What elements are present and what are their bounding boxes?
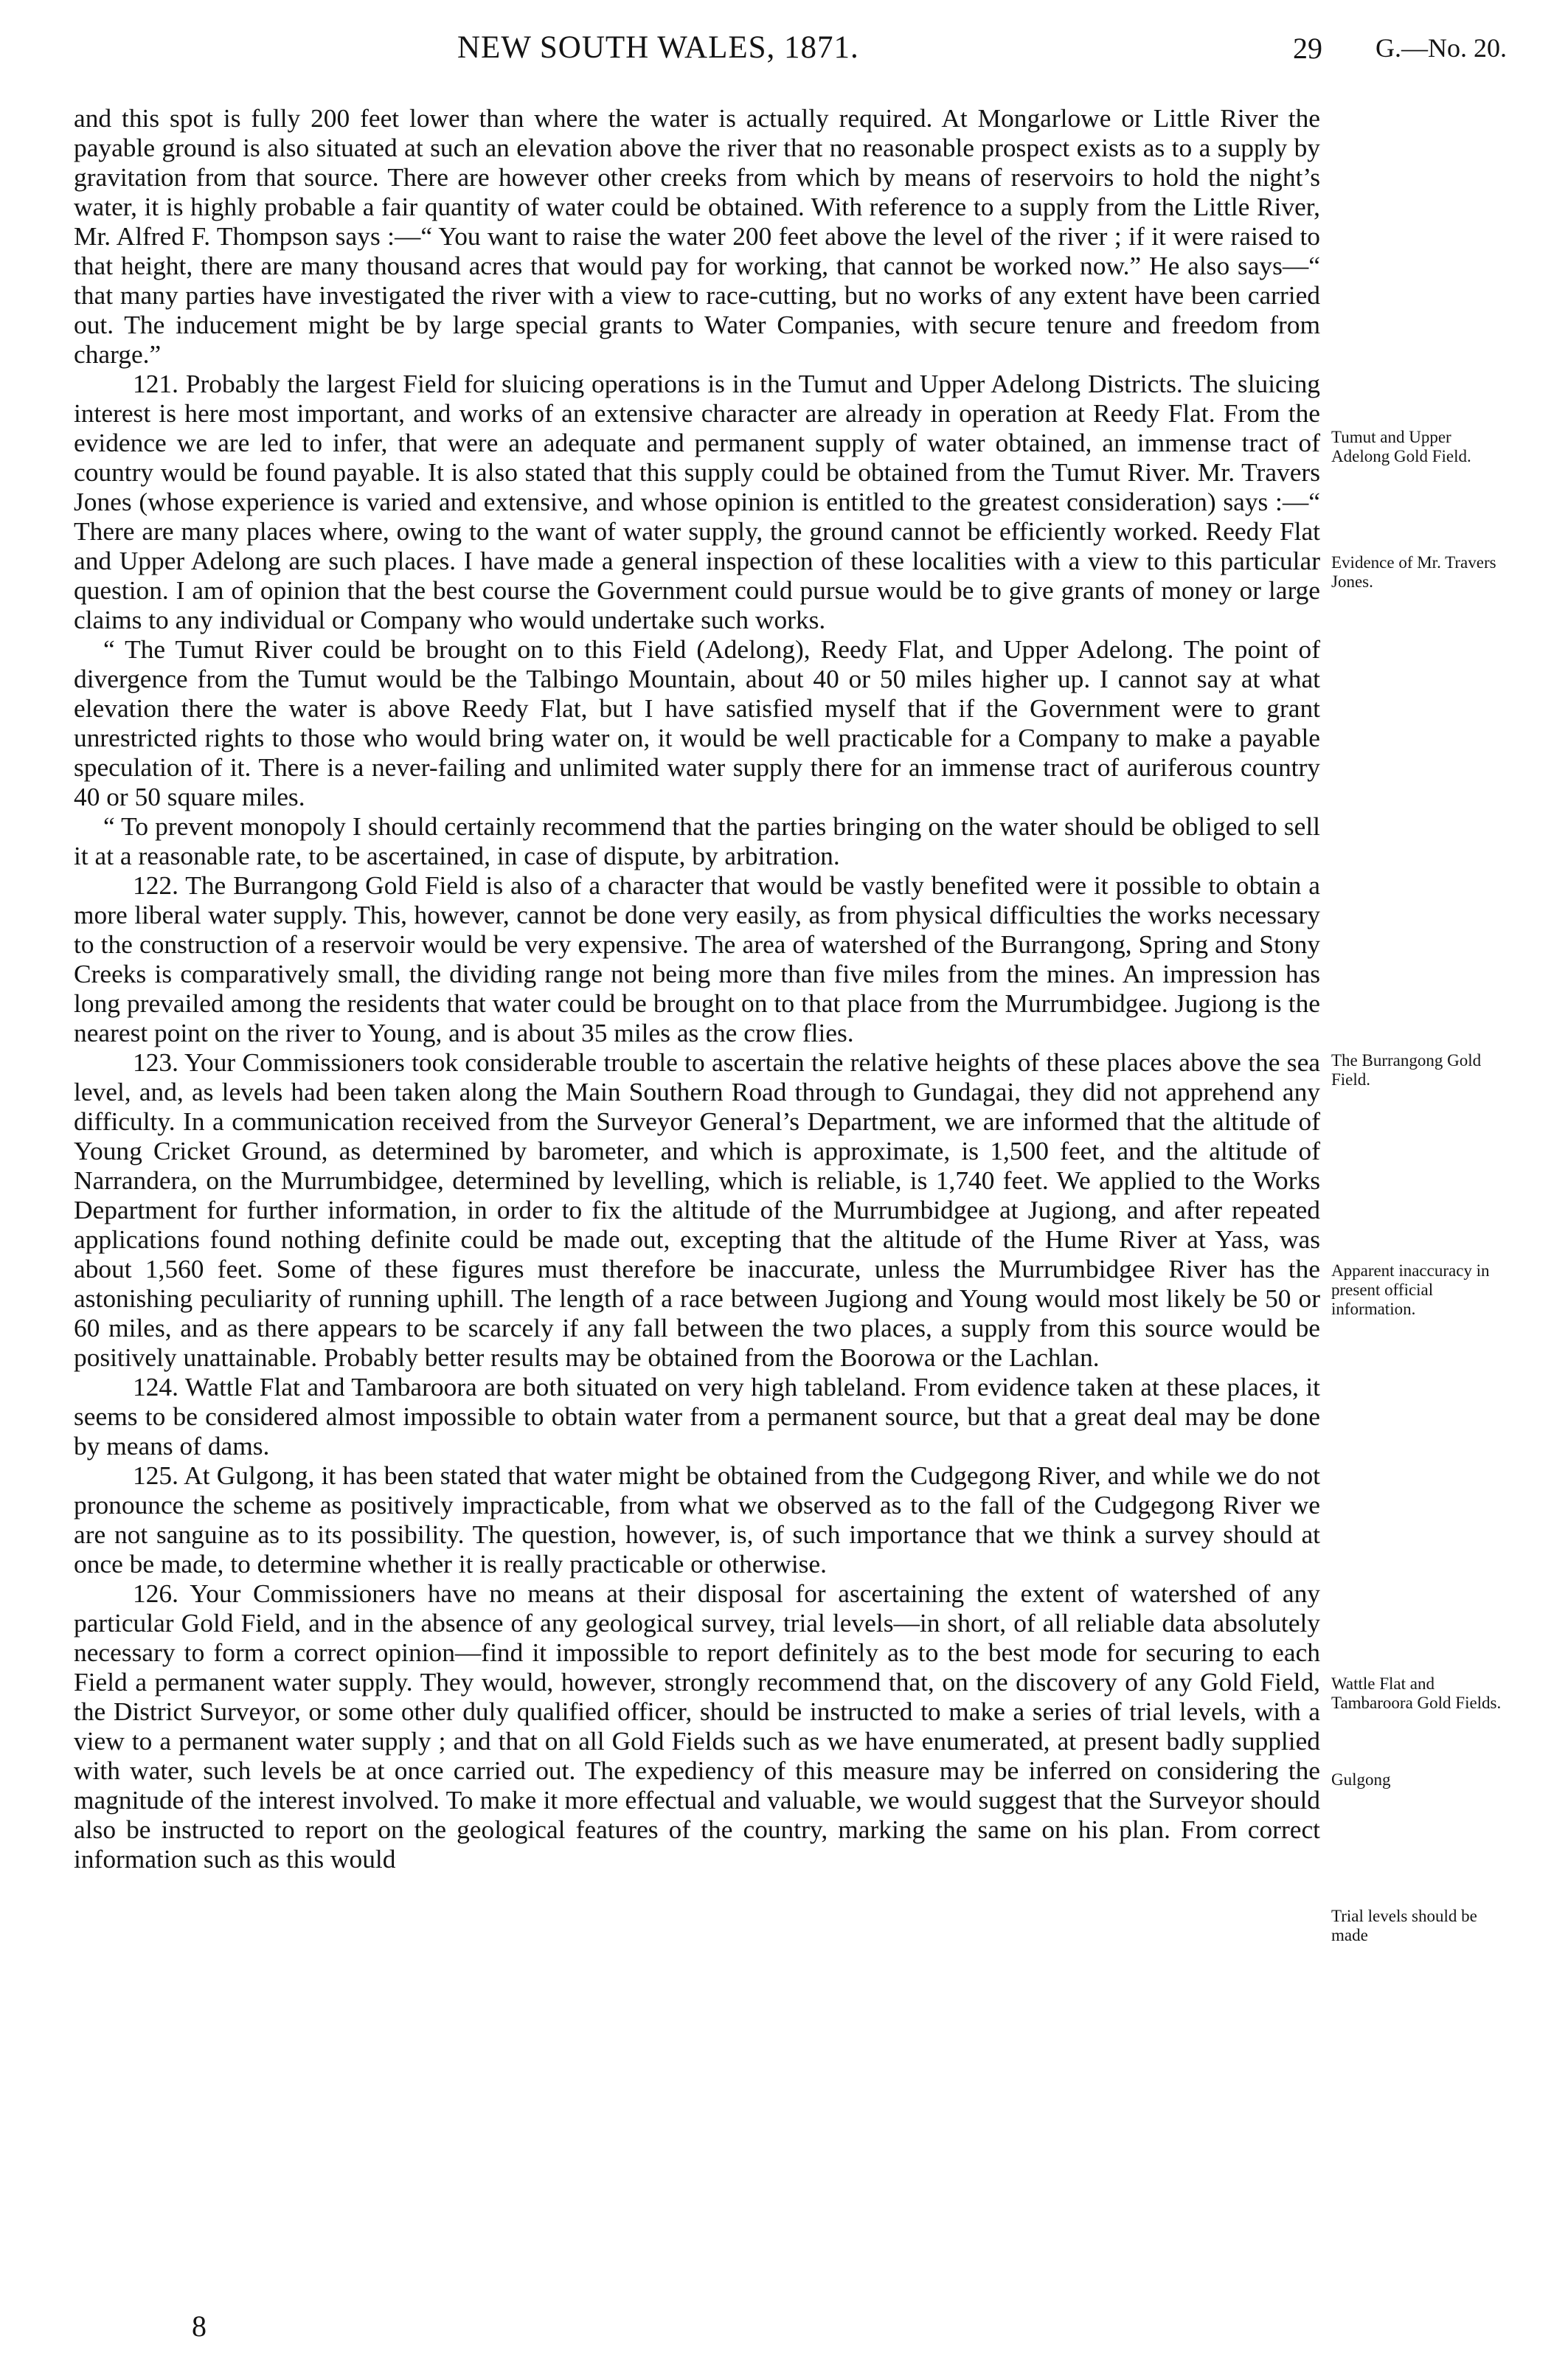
paragraph-121 xyxy=(74,369,1320,634)
paragraph-text: “ To prevent monopoly I should certainly recommend that the parties bringing on the water should be obliged to sell it at a reasonable rate, to be ascertained, in case of dispute, by arbitration. xyxy=(74,811,1320,870)
margin-note-travers-jones: Evidence of Mr. Travers Jones. xyxy=(1331,553,1496,591)
paragraph-text: Probably the largest Field for sluicing operations is in the Tumut and Upper Adelong Districts. The sluicing interest is here most important, and works of an extensive character are already in operation at Reedy Flat. From the evidence we are led to infer, that were an adequate and permanent supply of water obtained, an immense tract of country would be found payable. It is also stated that this supply could be obtained from the Tumut River. Mr. Travers Jones (whose experience is varied and extensive, and whose opinion is entitled to the greatest consideration) says :—“ There are many places where, owing to the want of water supply, the ground cannot be efficiently worked. Reedy Flat and Upper Adelong are such places. I have made a general inspection of these localities with a view to this particular question. I am of opinion that the best course the Government could pursue would be to give grants of money or large claims to any individual or Company who would undertake such works. xyxy=(74,369,1320,634)
page-header xyxy=(0,30,1568,74)
paragraph-123 xyxy=(74,1047,1320,1372)
folio-signature: 8 xyxy=(192,2310,207,2343)
paragraph-number: 125. xyxy=(133,1461,178,1490)
paragraph-text: Wattle Flat and Tambaroora are both situated on very high tableland. From evidence taken at these places, it seems to be considered almost impossible to obtain water from a permanent source, but that a great deal may be done by means of dams. xyxy=(74,1372,1320,1461)
paragraph-125 xyxy=(74,1461,1320,1579)
page-number: 29 xyxy=(1293,32,1322,65)
paragraph-text: At Gulgong, it has been stated that water might be obtained from the Cudgegong River, and while we do not pronounce the scheme as positively impracticable, from what we observed as to the fall of the Cudgegong River we are not sanguine as to its possibility. The question, however, is, of such importance that we think a survey should at once be made, to determine whether it is really practicable or otherwise. xyxy=(74,1461,1320,1579)
paragraph-text: Your Commissioners took considerable trouble to ascertain the relative heights of these places above the sea level, and, as levels had been taken along the Main Southern Road through to Gundagai, they did not apprehend any difficulty. In a communication received from the Surveyor General’s Department, we are informed that the altitude of Young Cricket Ground, as determined by barometer, and which is approximate, is 1,500 feet, and the altitude of Narrandera, on the Murrumbidgee, determined by levelling, which is reliable, is 1,740 feet. We applied to the Works Department for further information, in order to fix the altitude of the Murrumbidgee at Jugiong, and after repeated applications found nothing definite could be made out, excepting that the altitude of the Hume River at Yass, was about 1,560 feet. Some of these figures must therefore be inaccurate, unless the Murrumbidgee River has the astonishing peculiarity of running uphill. The length of a race between Jugiong and Young would most likely be 50 or 60 miles, and as there appears to be scarcely if any fall between the two places, a supply from this source would be positively unattainable. Probably better results may be obtained from the Boorowa or the Lachlan. xyxy=(74,1047,1320,1372)
margin-note-gulgong: Gulgong xyxy=(1331,1770,1391,1789)
paragraph-text: The Burrangong Gold Field is also of a character that would be vastly benefited were it possible to obtain a more liberal water supply. This, however, cannot be done very easily, as from physical difficulties the works necessary to the construction of a reservoir would be very expensive. The area of watershed of the Burrangong, Spring and Stony Creeks is comparatively small, the dividing range not being more than five miles from the mines. An impression has long prevailed among the residents that water could be brought on to that place from the Murrumbidgee. Jugiong is the nearest point on the river to Young, and is about 35 miles as the crow flies. xyxy=(74,870,1320,1047)
margin-note-wattle-flat: Wattle Flat and Tambaroora Gold Fields. xyxy=(1331,1674,1502,1712)
margin-note-tumut: Tumut and Upper Adelong Gold Field. xyxy=(1331,428,1471,465)
paragraph-text: “ The Tumut River could be brought on to this Field (Adelong), Reedy Flat, and Upper Adelong. The point of divergence from the Tumut would be the Talbingo Mountain, about 40 or 50 miles higher up. I cannot say at what elevation there the water is above Reedy Flat, but I have satisfied myself that if the Government were to grant unrestricted rights to those who would bring water on, it would be well practicable for a Company to make a payable speculation of it. There is a never-failing and unlimited water supply there for an immense tract of auriferous country 40 or 50 square miles. xyxy=(74,634,1320,811)
paragraph-quote-tumut xyxy=(74,634,1320,811)
margin-note-burrangong: The Burrangong Gold Field. xyxy=(1331,1051,1482,1089)
paragraph-number: 126. xyxy=(133,1579,178,1608)
paragraph-number: 122. xyxy=(133,870,178,900)
paragraph-124 xyxy=(74,1372,1320,1461)
paragraph-text: and this spot is fully 200 feet lower than where the water is actually required. At Mongarlowe or Little River the payable ground is also situated at such an elevation above the river that no reasonable prospect exists as to a supply by gravitation from that source. There are however other creeks from which by means of reservoirs to hold the night’s water, it is highly probable a fair quantity of water could be obtained. With reference to a supply from the Little River, Mr. Alfred F. Thompson says :—“ You want to raise the water 200 feet above the level of the river ; if it were raised to that height, there are many thousand acres that would pay for working, that cannot be worked now.” He also says—“ that many parties have investigated the river with a view to race-cutting, but no works of any extent have been carried out. The inducement might be by large special grants to Water Companies, with secure tenure and freedom from charge.” xyxy=(74,103,1320,369)
body-text xyxy=(74,103,1320,1874)
header-title: NEW SOUTH WALES, 1871. xyxy=(457,30,859,65)
paragraph-text: Your Commissioners have no means at their disposal for ascertaining the extent of watershed of any particular Gold Field, and in the absence of any geological survey, trial levels—in short, of all reliable data absolutely necessary to form a correct opinion—find it impossible to report definitely as to the best mode for securing to each Field a permanent water supply. They would, however, strongly recommend that, on the discovery of any Gold Field, the District Surveyor, or some other duly qualified officer, should be instructed to make a series of trial levels, with a view to a permanent water supply ; and that on all Gold Fields such as we have enumerated, at present badly supplied with water, such levels be at once carried out. The expediency of this measure may be inferred on considering the magnitude of the interest involved. To make it more effectual and valuable, we would suggest that the Surveyor should also be instructed to report on the geological features of the country, marking the same on his plan. From correct information such as this would xyxy=(74,1579,1320,1874)
paragraph-126 xyxy=(74,1579,1320,1874)
paragraph-122 xyxy=(74,870,1320,1047)
document-reference: G.—No. 20. xyxy=(1376,33,1507,63)
paragraph-quote-monopoly xyxy=(74,811,1320,870)
margin-note-apparent-inaccuracy: Apparent inaccuracy in present official information. xyxy=(1331,1261,1490,1318)
paragraph-number: 123. xyxy=(133,1047,178,1077)
paragraph-number: 121. xyxy=(133,369,178,398)
paragraph-continued xyxy=(74,103,1320,369)
margin-note-trial-levels: Trial levels should be made xyxy=(1331,1907,1477,1944)
paragraph-number: 124. xyxy=(133,1372,178,1401)
